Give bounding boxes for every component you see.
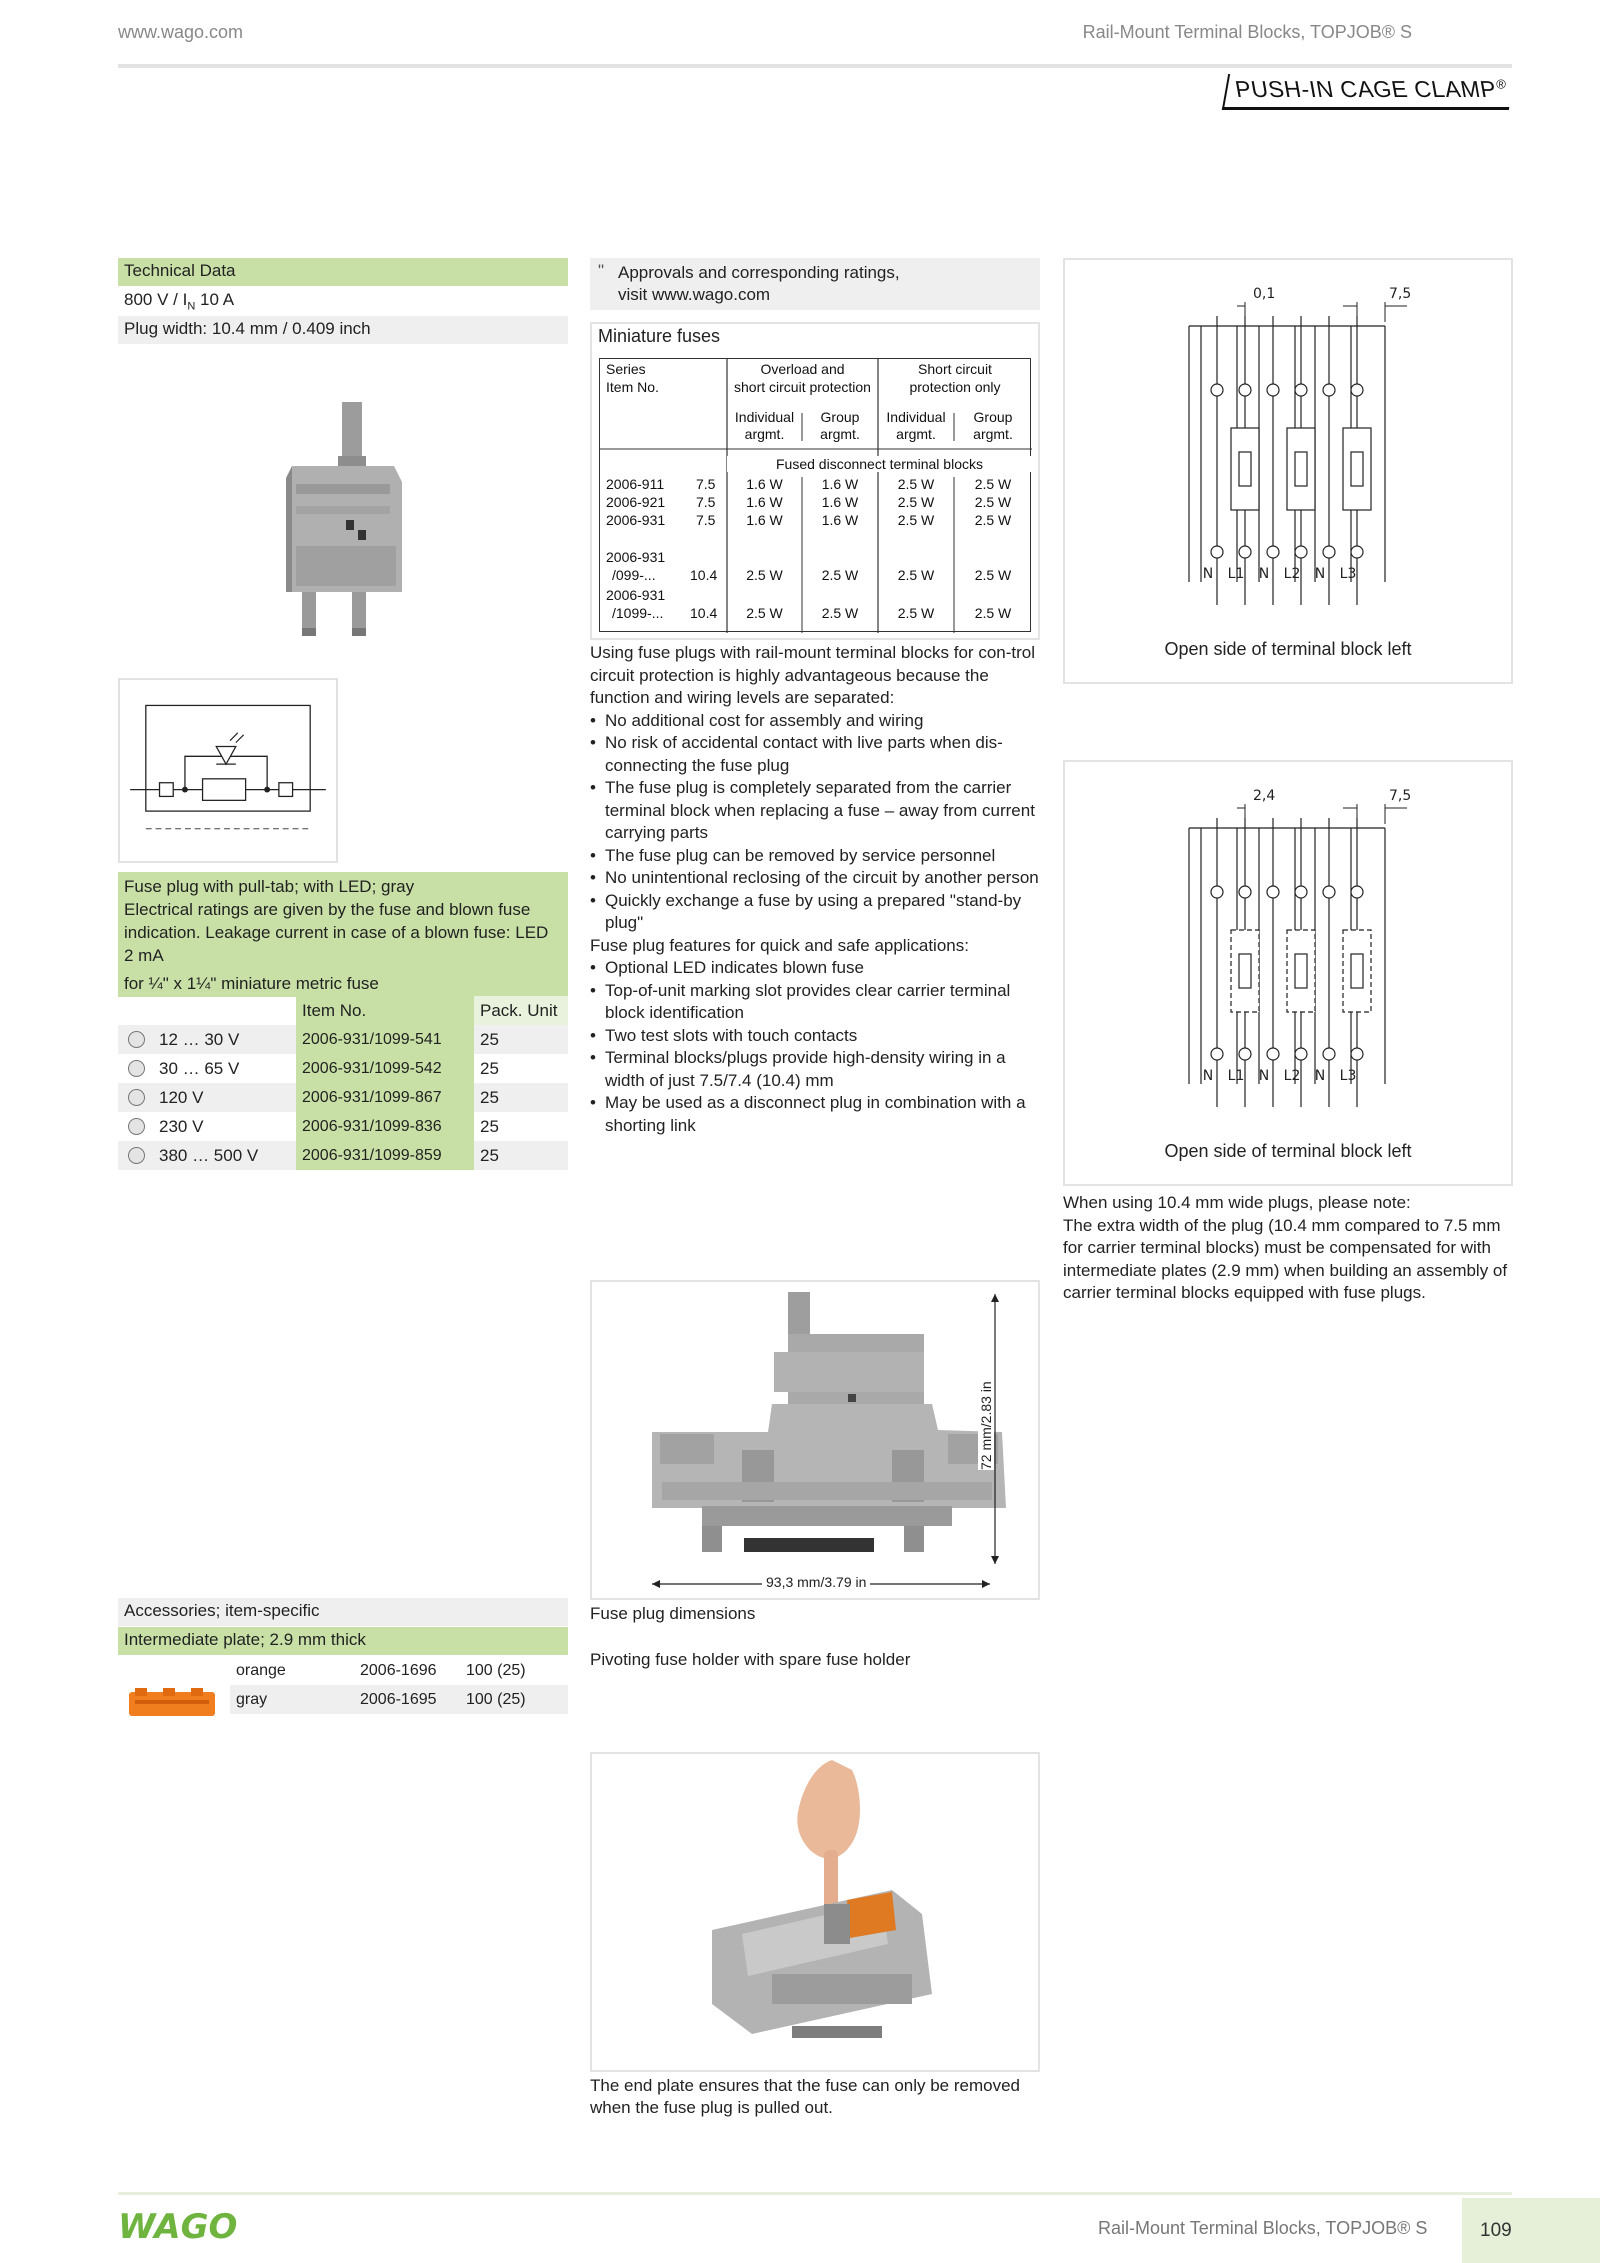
fuse-plug-product-image (262, 396, 422, 646)
phase-label: L3 (1339, 1068, 1357, 1084)
pack-unit: 25 (480, 1116, 499, 1136)
technical-plug-width: Plug width: 10.4 mm / 0.409 inch (118, 316, 568, 344)
item-number: 2006-931/1099-867 (296, 1083, 474, 1112)
technical-rating: 800 V / $I_N$ 10 A (118, 287, 568, 315)
list-item: • No risk of accidental contact with live parts when dis-connecting the fuse plug (590, 732, 1050, 777)
pack-unit: 25 (474, 1141, 568, 1170)
accessory-item-number: 2006-1695 (360, 1691, 437, 1708)
list-item[interactable] (118, 1656, 568, 1685)
phase-label: N (1258, 566, 1270, 582)
table-row[interactable]: 230 V 2006-931/1099-836 25 (118, 1112, 568, 1141)
phase-label: N (1314, 566, 1326, 582)
end-plate-caption: The end plate ensures that the fuse can only be removed when the fuse plug is pulled out. (590, 2076, 1020, 2117)
benefits-list (590, 710, 1050, 935)
list-item: • Two test slots with touch contacts (590, 1025, 1050, 1048)
item-no-column-header: Item No. (296, 996, 474, 1025)
list-item: • Optional LED indicates blown fuse (590, 957, 1050, 980)
dimensions-caption: Fuse plug dimensions (590, 1604, 756, 1623)
footer-section-title: Rail-Mount Terminal Blocks, TOPJOB® S (1098, 2218, 1428, 2238)
voltage-column-header (118, 996, 296, 1025)
svg-text:WAGO: WAGO (118, 2207, 238, 2245)
terminal-point (1211, 1048, 1223, 1060)
accessory-item-number: 2006-1696 (360, 1662, 437, 1679)
accessory-color: gray (236, 1691, 268, 1708)
footer-divider (118, 2192, 1512, 2195)
wiring-caption: Open side of terminal block left (1164, 639, 1412, 659)
miniature-fuses-title: Miniature fuses (598, 326, 721, 346)
terminal-point (1351, 546, 1363, 558)
fuse-element (1295, 954, 1307, 988)
dimension-label: 7,5 (1389, 286, 1412, 302)
phase-label: N (1314, 1068, 1326, 1084)
push-in-cage-clamp-badge: PUSH-IN CAGE CLAMP® (1222, 74, 1515, 110)
terminal-block-image (592, 1282, 1038, 1598)
fuse-element (1239, 954, 1251, 988)
phase-label: L1 (1227, 566, 1245, 582)
terminal-point (1211, 384, 1223, 396)
terminal-point (1323, 384, 1335, 396)
wiring-diagram-icon (1065, 260, 1511, 682)
approvals-note: " Approvals and corresponding ratings, visit www.wago.com (590, 258, 1040, 310)
header-site-url[interactable]: www.wago.com (118, 22, 244, 42)
list-item: • May be used as a disconnect plug in combination with a shorting link (590, 1092, 1050, 1137)
wiring-diagram-icon (1065, 762, 1511, 1184)
fuse-plug-schematic-icon (118, 678, 338, 863)
phase-label: L3 (1339, 566, 1357, 582)
features-intro: Fuse plug features for quick and safe applications: (590, 935, 969, 955)
phase-label: N (1202, 566, 1214, 582)
item-number: 2006-931/1099-541 (296, 1025, 474, 1054)
list-item: • Quickly exchange a fuse by using a prepared "stand-by plug" (590, 890, 1050, 935)
benefits-intro: Using fuse plugs with rail-mount terminal blocks for con-trol circuit protection is highly advantageous because the function and wiring levels are separated: (590, 643, 1036, 707)
terminal-point (1267, 886, 1279, 898)
accessories-heading: Accessories; item-specific (118, 1598, 568, 1626)
radio-button[interactable] (128, 1118, 145, 1135)
dimension-label: 2,4 (1253, 788, 1276, 804)
phase-label: L1 (1227, 1068, 1245, 1084)
phase-label: L2 (1283, 566, 1301, 582)
terminal-point (1295, 886, 1307, 898)
fuse-type-label: for ¼" x 1¼" miniature metric fuse (124, 974, 379, 993)
list-item: • Top-of-unit marking slot provides clear carrier terminal block identification (590, 980, 1050, 1025)
terminal-point (1323, 1048, 1335, 1060)
pack-unit-column-header: Pack. Unit (474, 996, 568, 1025)
accessory-color: orange (236, 1662, 286, 1679)
fuse-element (1351, 452, 1363, 486)
terminal-point (1239, 384, 1251, 396)
list-item: • No additional cost for assembly and wiring (590, 710, 1050, 733)
fuse-element (1295, 452, 1307, 486)
approvals-link[interactable]: visit www.wago.com (618, 285, 771, 304)
list-item: • The fuse plug can be removed by service personnel (590, 845, 1050, 868)
terminal-point (1211, 546, 1223, 558)
terminal-point (1267, 546, 1279, 558)
phase-label: L2 (1283, 1068, 1301, 1084)
list-item: • No unintentional reclosing of the circuit by another person (590, 867, 1050, 890)
terminal-point (1239, 1048, 1251, 1060)
header-section-title: Rail-Mount Terminal Blocks, TOPJOB® S (1082, 22, 1412, 42)
item-number-table (118, 996, 568, 1170)
radio-button[interactable] (128, 1031, 145, 1048)
wiring-caption: Open side of terminal block left (1164, 1141, 1412, 1161)
terminal-point (1323, 546, 1335, 558)
terminal-point (1323, 886, 1335, 898)
pack-unit: 25 (474, 1025, 568, 1054)
pivoting-holder-caption: Pivoting fuse holder with spare fuse holder (590, 1650, 911, 1669)
table-row[interactable]: 380 … 500 V 2006-931/1099-859 25 (118, 1141, 568, 1170)
intermediate-plate-image (127, 1686, 217, 1720)
terminal-point (1295, 1048, 1307, 1060)
hand-removing-fuse-image (592, 1754, 1038, 2070)
phase-label: N (1258, 1068, 1270, 1084)
fuse-element (1239, 452, 1251, 486)
terminal-point (1295, 384, 1307, 396)
accessory-pack-unit: 100 (25) (466, 1662, 526, 1679)
accessory-pack-unit: 100 (25) (466, 1691, 526, 1708)
terminal-point (1351, 1048, 1363, 1060)
table-row[interactable]: 30 … 65 V 2006-931/1099-542 25 (118, 1054, 568, 1083)
page-number: 109 (1462, 2198, 1600, 2263)
pack-unit: 25 (474, 1083, 568, 1112)
list-item: • The fuse plug is completely separated from the carrier terminal block when replacing a fuse – away from current carrying parts (590, 777, 1050, 845)
list-item: • Terminal blocks/plugs provide high-density wiring in a width of just 7.5/7.4 (10.4) mm (590, 1047, 1050, 1092)
note-title: When using 10.4 mm wide plugs, please note: (1063, 1193, 1411, 1212)
terminal-point (1351, 384, 1363, 396)
fuse-removal-photo (590, 1752, 1040, 2072)
table-row[interactable]: 12 … 30 V 2006-931/1099-541 25 (118, 1025, 568, 1054)
miniature-fuses-table: Miniature fuses Series Item No. Overload and short circuit protection Short circuit protection only Individual argmt. Group argmt. Individual argmt. Group argmt. Fused disconnect terminal blocks 2006-911 7.5 1.6 W 1.6 W 2.5 W 2.5 W 2006-921 7.5 1.6 W 1.6 W 2.5 W 2.5 W 2006-931 7.5 1.6 W 1.6 W 2.5 W 2.5 W 2006-931 /099-... 10.4 2.5 W 2.5 W 2.5 W 2.5 W 2006-931 /1099-... 10.4 2.5 W 2.5 W 2.5 W 2.5 W (590, 322, 1040, 640)
terminal-point (1211, 886, 1223, 898)
dimension-label: 0,1 (1253, 286, 1276, 302)
dimension-label: 7,5 (1389, 788, 1412, 804)
fuse-plug-dimensions-figure: 72 mm/2.83 in 93,3 mm/3.79 in (590, 1280, 1040, 1600)
product-description (118, 872, 568, 997)
terminal-point (1351, 886, 1363, 898)
radio-button[interactable] (128, 1060, 145, 1077)
terminal-point (1267, 384, 1279, 396)
wago-logo-icon[interactable] (118, 2205, 238, 2245)
table-row[interactable]: 120 V 2006-931/1099-867 25 (118, 1083, 568, 1112)
wiring-diagram-top (1063, 258, 1513, 684)
radio-button[interactable] (128, 1089, 145, 1106)
item-number: 2006-931/1099-836 (296, 1112, 474, 1141)
terminal-point (1239, 886, 1251, 898)
intermediate-plate-heading: Intermediate plate; 2.9 mm thick (118, 1627, 568, 1655)
item-number: 2006-931/1099-859 (296, 1141, 474, 1170)
header-divider (118, 64, 1512, 68)
note-body: The extra width of the plug (10.4 mm compared to 7.5 mm for carrier terminal blocks) must be compensated for with intermediate plates (2.9 mm) when building an assembly of carrier terminal blocks equipped with fuse plugs. (1063, 1215, 1508, 1302)
fuse-element (1351, 954, 1363, 988)
wide-plug-note (1063, 1192, 1513, 1305)
wiring-diagram-bottom (1063, 760, 1513, 1186)
radio-button[interactable] (128, 1147, 145, 1164)
technical-data-heading: Technical Data (118, 258, 568, 286)
pack-unit: 25 (480, 1058, 499, 1078)
terminal-point (1267, 1048, 1279, 1060)
features-list (590, 957, 1050, 1137)
product-title: Fuse plug with pull-tab; with LED; gray (124, 877, 415, 896)
width-dimension-label: 93,3 mm/3.79 in (762, 1574, 870, 1590)
terminal-point (1295, 546, 1307, 558)
benefits-text (590, 642, 1050, 1137)
product-ratings-text: Electrical ratings are given by the fuse and blown fuse indication. Leakage current in case of a blown fuse: LED 2 mA (124, 900, 549, 965)
item-number: 2006-931/1099-542 (296, 1054, 474, 1083)
phase-label: N (1202, 1068, 1214, 1084)
terminal-point (1239, 546, 1251, 558)
